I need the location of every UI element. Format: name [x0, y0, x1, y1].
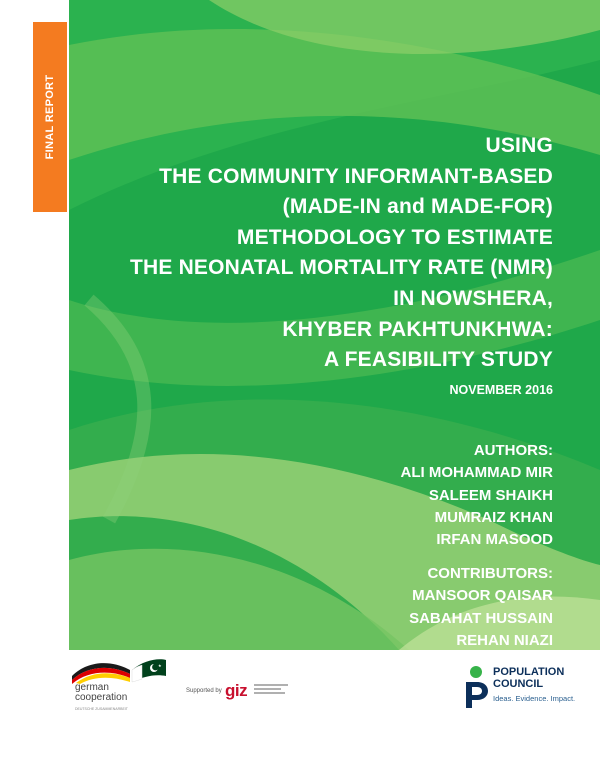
report-title: [130, 131, 553, 376]
pc-line-1: POPULATION: [493, 666, 565, 678]
author-name: IRFAN MASOOD: [436, 531, 553, 549]
supported-by-label: Supported by: [186, 688, 222, 694]
pc-line-2: COUNCIL: [493, 678, 544, 690]
author-name: SALEEM SHAIKH: [428, 486, 553, 504]
contributors-block: [409, 563, 553, 652]
final-report-tab: [33, 22, 67, 212]
giz-descriptor-lines: [254, 684, 288, 696]
title-line: IN NOWSHERA,: [393, 286, 553, 310]
population-council-tagline: Ideas. Evidence. Impact.: [493, 694, 576, 703]
giz-logo: giz: [225, 681, 248, 700]
cooperation-line: cooperation: [75, 691, 128, 703]
author-name: ALI MOHAMMAD MIR: [400, 464, 553, 482]
contributor-name: MANSOOR QAISAR: [412, 587, 553, 605]
authors-block: [401, 440, 553, 551]
title-line: THE COMMUNITY INFORMANT-BASED: [159, 164, 553, 188]
contributor-name: REHAN NIAZI: [456, 631, 553, 649]
german-line: german: [75, 682, 109, 693]
population-council-icon: [463, 664, 489, 708]
flags-icon: [70, 656, 170, 684]
population-council-wordmark: [493, 666, 564, 690]
author-name: MUMRAIZ KHAN: [434, 508, 553, 526]
title-line: (MADE-IN and MADE-FOR): [282, 195, 553, 219]
german-cooperation-logo: [70, 656, 170, 716]
report-date: NOVEMBER 2016: [449, 383, 553, 397]
title-line: THE NEONATAL MORTALITY RATE (NMR): [129, 256, 553, 280]
contributor-name: SABAHAT HUSSAIN: [409, 609, 553, 627]
title-line: USING: [485, 134, 553, 157]
title-line: KHYBER PAKHTUNKHWA:: [282, 317, 553, 341]
german-cooperation-wordmark: [75, 683, 127, 702]
german-cooperation-subtext: DEUTSCHE ZUSAMMENARBEIT: [75, 707, 128, 711]
final-report-label: FINAL REPORT: [44, 74, 56, 160]
contributors-heading: CONTRIBUTORS:: [427, 565, 553, 582]
authors-heading: AUTHORS:: [473, 442, 553, 459]
svg-text:★: ★: [158, 663, 162, 668]
title-line: METHODOLOGY TO ESTIMATE: [236, 225, 553, 249]
title-line: A FEASIBILITY STUDY: [324, 348, 553, 372]
